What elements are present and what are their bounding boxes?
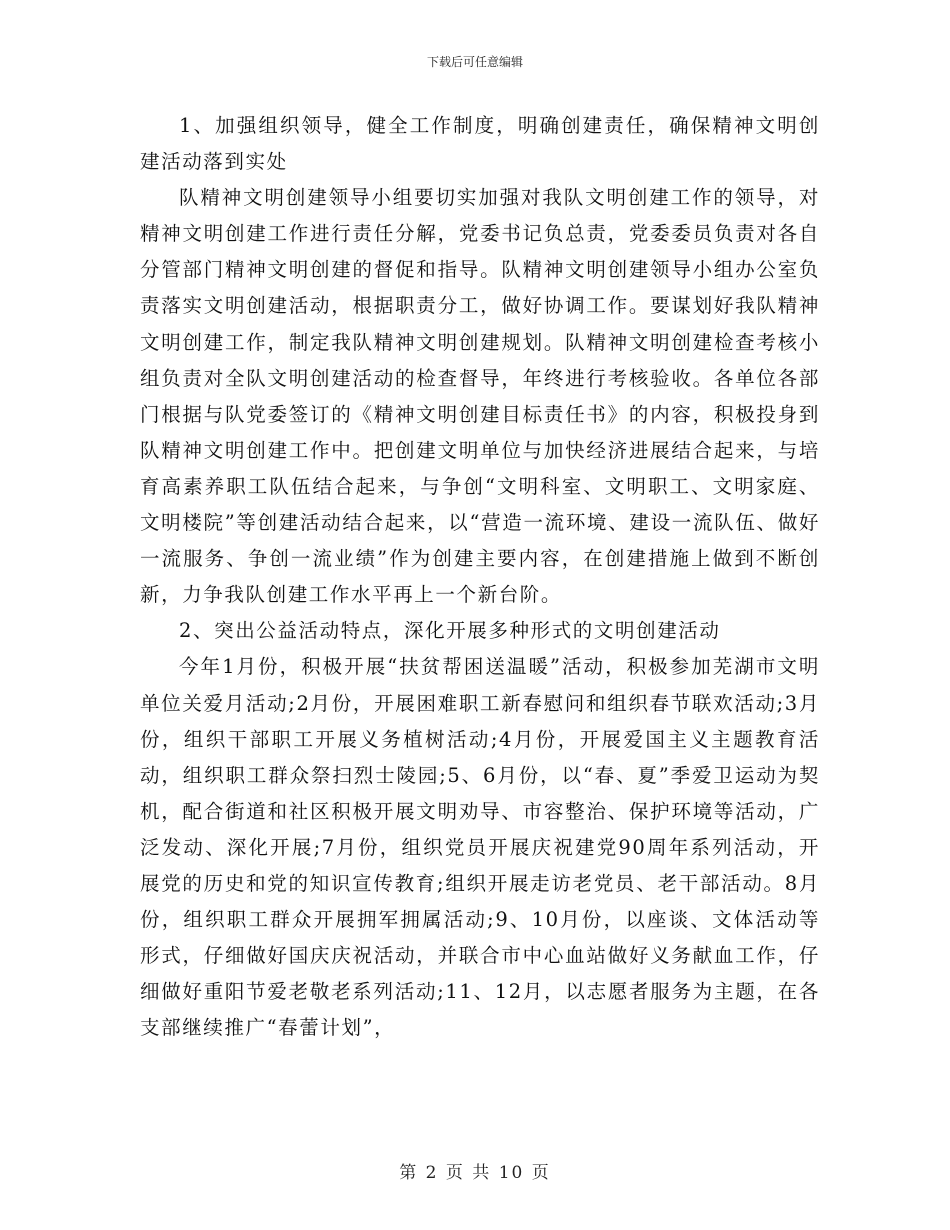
page-header-note: 下载后可任意编辑: [426, 55, 523, 69]
body-paragraph-1: 队精神文明创建领导小组要切实加强对我队文明创建工作的领导，对精神文明创建工作进行责任分解，党委书记负总责，党委委员负责对各自分管部门精神文明创建的督促和指导。队精神文明创建领导小组办公室负责落实文明创建活动，根据职责分工，做好协调工作。要谋划好我队精神文明创建工作，制定我队精神文明创建规划。队精神文明创建检查考核小组负责对全队文明创建活动的检查督导，年终进行考核验收。各单位各部门根据与队党委签订的《精神文明创建目标责任书》的内容，积极投身到队精神文明创建工作中。把创建文明单位与加快经济进展结合起来，与培育高素养职工队伍结合起来，与争创“文明科室、文明职工、文明家庭、文明楼院”等创建活动结合起来，以“营造一流环境、建设一流队伍、做好一流服务、争创一流业绩”作为创建主要内容，在创建措施上做到不断创新，力争我队创建工作水平再上一个新台阶。: [140, 186, 820, 607]
section-heading-1: 1、加强组织领导，健全工作制度，明确创建责任，确保精神文明创建活动落到实处: [140, 114, 820, 174]
body-paragraph-2: 今年1月份，积极开展“扶贫帮困送温暖”活动，积极参加芜湖市文明单位关爱月活动;2月份，开展困难职工新春慰问和组织春节联欢活动;3月份，组织干部职工开展义务植树活动;4月份，开展爱国主义主题教育活动，组织职工群众祭扫烈士陵园;5、6月份，以“春、夏”季爱卫运动为契机，配合街道和社区积极开展文明劝导、市容整治、保护环境等活动，广泛发动、深化开展;7月份，组织党员开展庆祝建党90周年系列活动，开展党的历史和党的知识宣传教育;组织开展走访老党员、老干部活动。8月份，组织职工群众开展拥军拥属活动;9、10月份，以座谈、文体活动等形式，仔细做好国庆庆祝活动，并联合市中心血站做好义务献血工作，仔细做好重阳节爱老敬老系列活动;11、12月，以志愿者服务为主题，在各支部继续推广“春蕾计划”，: [140, 655, 820, 1040]
document-body: [140, 108, 820, 1046]
section-heading-2: 2、突出公益活动特点，深化开展多种形式的文明创建活动: [179, 619, 721, 643]
page-number: 第 2 页 共 10 页: [399, 1163, 551, 1183]
